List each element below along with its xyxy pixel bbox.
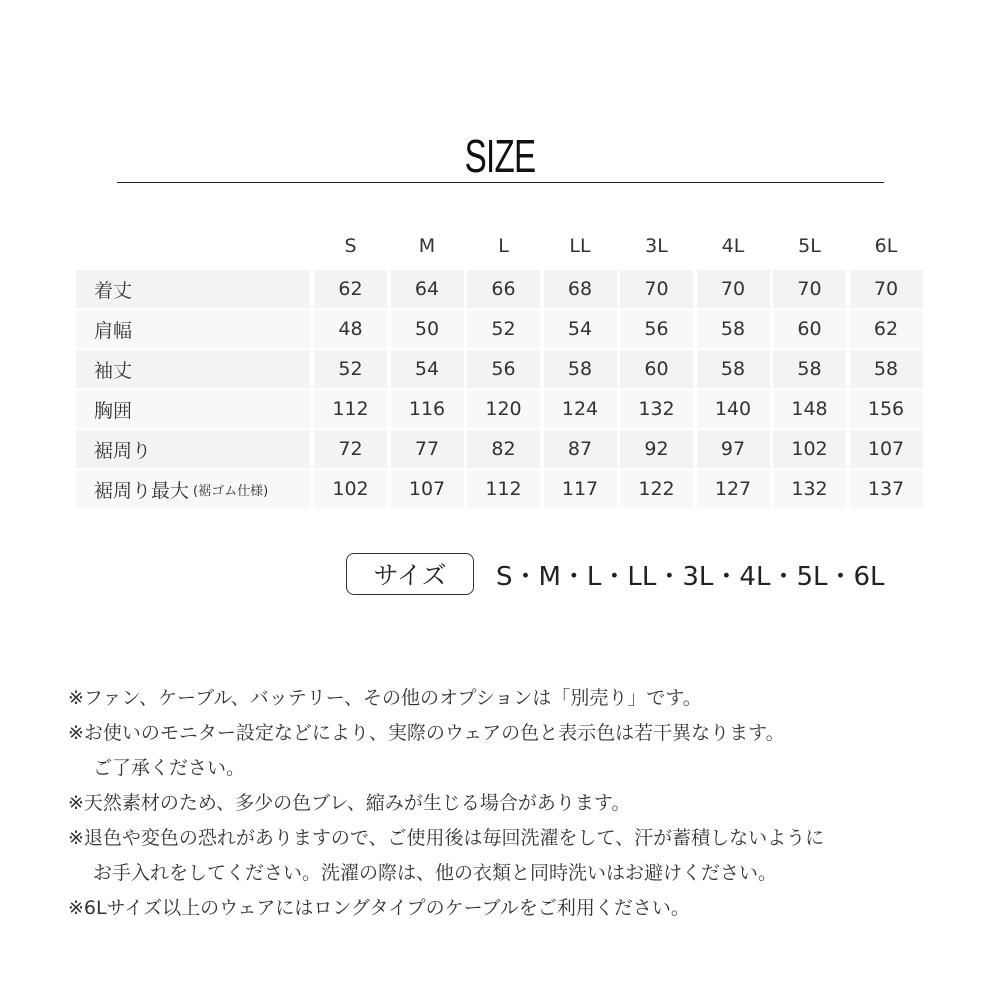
table-cell: 117 (544, 470, 617, 508)
table-cell: 122 (620, 470, 693, 508)
table-cell: 124 (544, 390, 617, 428)
table-cell: 58 (773, 350, 846, 388)
table-cell: 62 (850, 310, 923, 348)
table-cell: 102 (314, 470, 387, 508)
table-cell: 87 (544, 430, 617, 468)
row-label-text: 胸囲 (94, 399, 133, 422)
row-label-text: 裾周り (94, 439, 152, 462)
row-label-text: 裾周り最大 (94, 479, 190, 502)
size-label-box: サイズ (346, 553, 474, 595)
table-row (76, 430, 924, 468)
size-header: 6L (874, 235, 898, 257)
row-label-text: 着丈 (94, 279, 133, 302)
notes (68, 681, 948, 926)
note-line: ※お使いのモニター設定などにより、実際のウェアの色と表示色は若干異なります。 (68, 722, 785, 744)
page-title: SIZE (464, 130, 536, 182)
table-cell: 70 (620, 270, 693, 308)
size-header: 5L (798, 235, 821, 257)
table-cell: 58 (850, 350, 923, 388)
table-cell: 58 (544, 350, 617, 388)
size-table (76, 228, 924, 510)
table-row (76, 350, 924, 388)
table-cell: 112 (467, 470, 540, 508)
table-cell: 50 (391, 310, 464, 348)
table-cell: 97 (697, 430, 770, 468)
table-cell: 60 (620, 350, 693, 388)
table-cell: 120 (467, 390, 540, 428)
table-cell: 54 (544, 310, 617, 348)
table-cell: 68 (544, 270, 617, 308)
row-label-text: 肩幅 (94, 319, 133, 342)
size-header: 4L (721, 235, 745, 257)
note-line: お手入れをしてください。洗濯の際は、他の衣類と同時洗いはお避けください。 (93, 862, 778, 884)
size-list: S・M・L・LL・3L・4L・5L・6L (496, 561, 885, 592)
table-cell: 70 (773, 270, 846, 308)
table-cell: 132 (620, 390, 693, 428)
table-cell: 70 (850, 270, 923, 308)
row-label (76, 310, 310, 348)
table-cell: 54 (391, 350, 464, 388)
size-header: LL (569, 235, 591, 257)
table-cell: 137 (850, 470, 923, 508)
note-line: ご了承ください。 (93, 757, 246, 779)
row-label-note: (裾ゴム仕様) (193, 483, 269, 499)
table-cell: 62 (314, 270, 387, 308)
size-header: S (344, 235, 357, 257)
table-cell: 52 (467, 310, 540, 348)
table-cell: 56 (620, 310, 693, 348)
row-label (76, 270, 310, 308)
note-line: ※天然素材のため、多少の色ブレ、縮みが生じる場合があります。 (68, 792, 631, 814)
table-header-row (76, 228, 924, 264)
table-cell: 156 (850, 390, 923, 428)
row-label (76, 390, 310, 428)
size-header: M (418, 235, 436, 257)
title-divider (117, 182, 884, 183)
note-line: ※6Lサイズ以上のウェアにはロングタイプのケーブルをご利用ください。 (68, 897, 690, 919)
note-line: ※退色や変色の恐れがありますので、ご使用後は毎回洗濯をして、汗が蓄積しないように (68, 827, 825, 849)
table-cell: 102 (773, 430, 846, 468)
table-cell: 107 (391, 470, 464, 508)
table-cell: 116 (391, 390, 464, 428)
table-cell: 64 (391, 270, 464, 308)
table-cell: 127 (697, 470, 770, 508)
table-cell: 92 (620, 430, 693, 468)
table-cell: 148 (773, 390, 846, 428)
size-header: L (498, 235, 509, 257)
table-cell: 52 (314, 350, 387, 388)
table-cell: 132 (773, 470, 846, 508)
table-cell: 112 (314, 390, 387, 428)
table-cell: 56 (467, 350, 540, 388)
table-row (76, 270, 924, 308)
table-cell: 82 (467, 430, 540, 468)
note-line: ※ファン、ケーブル、バッテリー、その他のオプションは「別売り」です。 (68, 687, 702, 709)
header-corner (76, 228, 310, 264)
table-cell: 48 (314, 310, 387, 348)
size-header: 3L (645, 235, 668, 257)
row-label-text: 袖丈 (94, 359, 133, 382)
table-cell: 60 (773, 310, 846, 348)
table-cell: 66 (467, 270, 540, 308)
row-label (76, 430, 310, 468)
table-cell: 58 (697, 310, 770, 348)
table-row (76, 390, 924, 428)
row-label (76, 350, 310, 388)
table-cell: 77 (391, 430, 464, 468)
table-cell: 70 (697, 270, 770, 308)
table-row (76, 310, 924, 348)
table-row (76, 470, 924, 508)
table-cell: 72 (314, 430, 387, 468)
table-cell: 107 (850, 430, 923, 468)
table-cell: 140 (697, 390, 770, 428)
row-label (76, 470, 310, 508)
table-cell: 58 (697, 350, 770, 388)
